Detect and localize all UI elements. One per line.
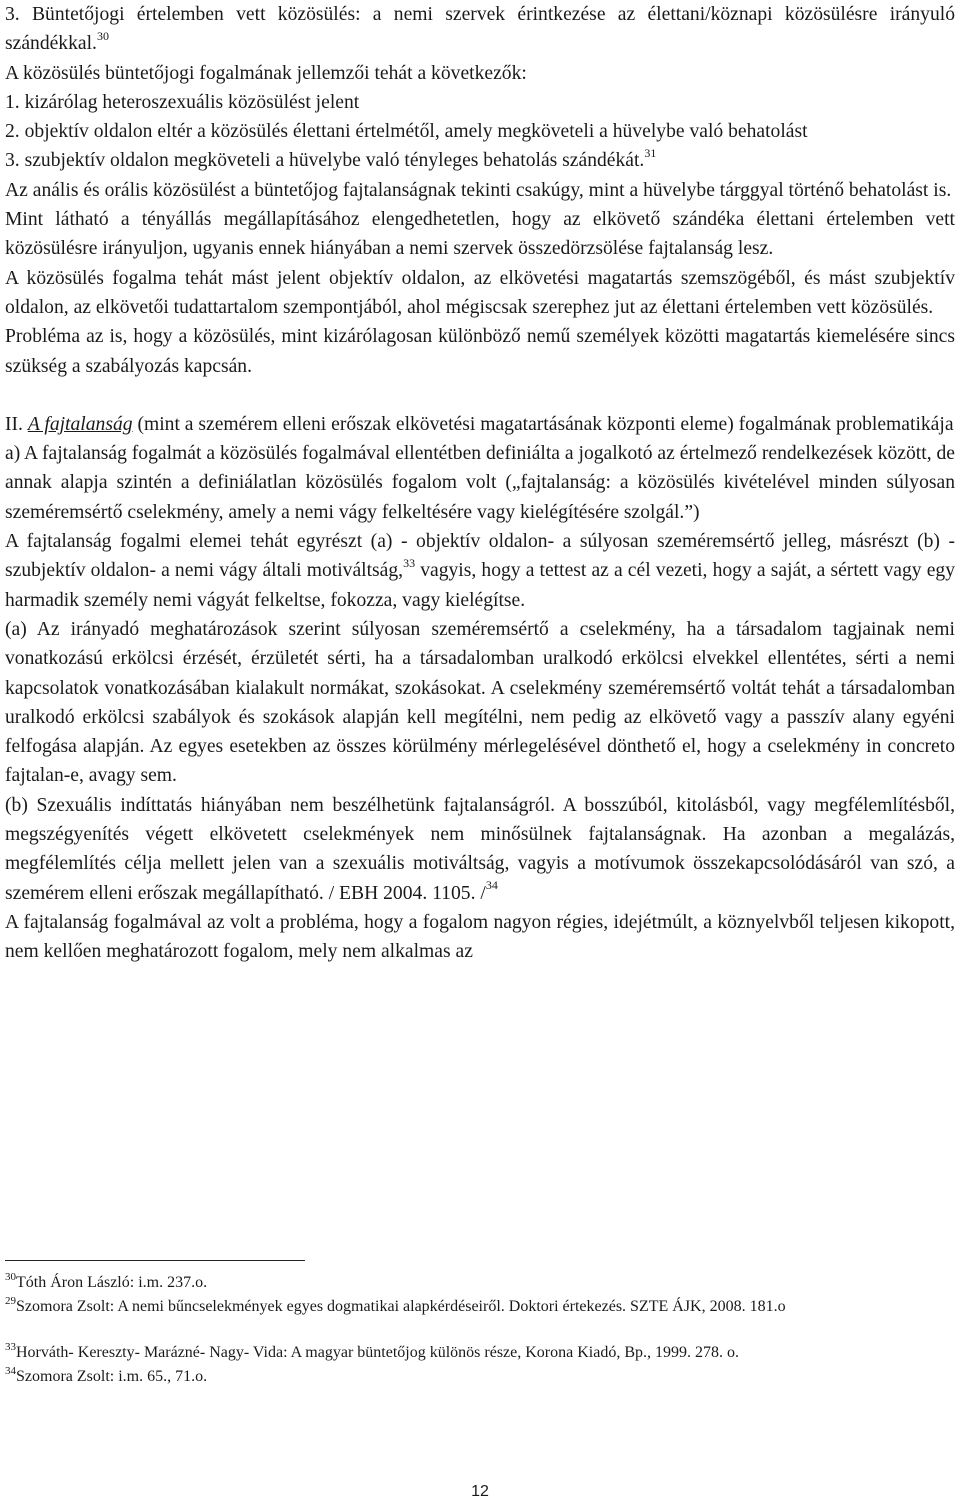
paragraph: A közösülés büntetőjogi fogalmának jellemzői tehát a következők:	[5, 62, 527, 84]
paragraph: (a) Az irányadó meghatározások szerint súlyosan szeméremsértő a cselekmény, ha a társadalom tagjainak nemi vonatkozású erkölcsi érzését, érzületét sérti, ha a társadalomban uralkodó erkölcsi elvekkel ellentétes, sérti a nemi kapcsolatok vonatkozásában kialakult normákat, szokásokat. A cselekmény szeméremsértő voltát tehát a társadalomban uralkodó erkölcsi szabályok és szokások alapján kell megítélni, nem pedig az elkövető vagy a passzív alany egyéni felfogása alapján. Az egyes esetekben az összes körülmény mérlegelésével dönthető el, hogy a cselekmény in concreto fajtalan-e, avagy sem.	[5, 618, 955, 787]
section-heading-term: A fajtalanság	[27, 413, 133, 435]
paragraph: 3. Büntetőjogi értelemben vett közösülés: a nemi szervek érintkezése az élettani/köznapi közösülésre irányuló szándékkal.$^{30}$	[5, 4, 955, 55]
paragraph: a) A fajtalanság fogalmát a közösülés fogalmával ellentétben definiálta a jogalkotó az értelmező rendelkezések között, de annak alapja szintén a definiálatlan közösülés fogalom volt („fajtalanság: a közösülés kivételével minden súlyosan szeméremsértő cselekmény, amely a nemi vágy felkeltésére vagy kielégítésére szolgál.”)	[5, 443, 955, 523]
footnote: $^{30}$Tóth Áron László: i.m. 237.o.	[5, 1270, 208, 1291]
list-item: 2. objektív oldalon eltér a közösülés élettani értelmétől, amely megköveteli a hüvelybe való behatolást	[5, 121, 808, 143]
paragraph: A fajtalanság fogalmi elemei tehát egyrészt (a) - objektív oldalon- a súlyosan szeméremsértő jelleg, másrészt (b) - szubjektív oldalon- a nemi vágy általi motiváltság,$^{33}$ vagyis, hogy a tettest az a cél vezeti, hogy a saját, a sértett vagy egy harmadik személy nemi vágyát felkeltse, fokozza, vagy kielégítse.	[5, 531, 955, 611]
footnote-ref: 31	[644, 145, 657, 160]
page-number: 12	[471, 1483, 489, 1500]
footnotes	[5, 1271, 955, 1389]
list-item: 3. szubjektív oldalon megköveteli a hüvelybe való tényleges behatolás szándékát.$^{31}$	[5, 145, 657, 172]
paragraph: (b) Szexuális indíttatás hiányában nem beszélhetünk fajtalanságról. A bosszúból, kitolásból, vagy megfélemlítésből, megszégyenítés végett elkövetett cselekmények nem minősülnek fajtalanságnak. Ha azonban a megalázás, megfélemlítés célja mellett jelen van a szexuális motiváltság, vagyis a motívumok összekapcsolódásáról van szó, a szemérem elleni erőszak megállapítható. / EBH 2004. 1105. /$^{34}$	[5, 794, 955, 904]
footnote: $^{29}$Szomora Zsolt: A nemi bűncselekmények egyes dogmatikai alapkérdéseiről. Doktori értekezés. SZTE ÁJK, 2008. 181.o	[5, 1294, 786, 1315]
footnote-divider	[5, 1260, 305, 1261]
paragraph: A közösülés fogalma tehát mást jelent objektív oldalon, az elkövetési magatartás szemszögéből, és mást szubjektív oldalon, az elkövetői tudattartalom szempontjából, ahol mégiscsak szerephez jut az élettani értelemben vett közösülés.	[5, 267, 955, 318]
footnote: $^{34}$Szomora Zsolt: i.m. 65., 71.o.	[5, 1364, 208, 1385]
paragraph: A fajtalanság fogalmával az volt a probléma, hogy a fogalom nagyon régies, idejétmúlt, a köznyelvből teljesen kikopott, nem kellően meghatározott fogalom, mely nem alkalmas az	[5, 911, 955, 963]
paragraph: Probléma az is, hogy a közösülés, mint kizárólagosan különböző nemű személyek közötti magatartás kiemelésére sincs szükség a szabályozás kapcsán.	[5, 326, 955, 377]
footnote-ref: 30	[96, 28, 109, 43]
list-item: 1. kizárólag heteroszexuális közösülést jelent	[5, 91, 360, 113]
section-heading: II. A fajtalanság (mint a szemérem elleni erőszak elkövetési magatartásának központi eleme) fogalmának problematikája	[5, 413, 954, 435]
paragraph: Mint látható a tényállás megállapításához elengedhetetlen, hogy az elkövető szándéka élettani értelemben vett közösülésre irányuljon, ugyanis ennek hiányában a nemi szervek összedörzsölése fajtalanság lesz.	[5, 209, 955, 260]
footnote-ref: 33	[403, 555, 416, 570]
footnote: $^{33}$Horváth- Kereszty- Marázné- Nagy- Vida: A magyar büntetőjog különös része, Korona Kiadó, Bp., 1999. 278. o.	[5, 1340, 740, 1361]
body-text	[5, 0, 955, 967]
paragraph: Az anális és orális közösülést a büntetőjog fajtalanságnak tekinti csakúgy, mint a hüvelybe tárggyal történő behatolást is.	[5, 179, 952, 201]
footnote-ref: 34	[485, 878, 498, 893]
